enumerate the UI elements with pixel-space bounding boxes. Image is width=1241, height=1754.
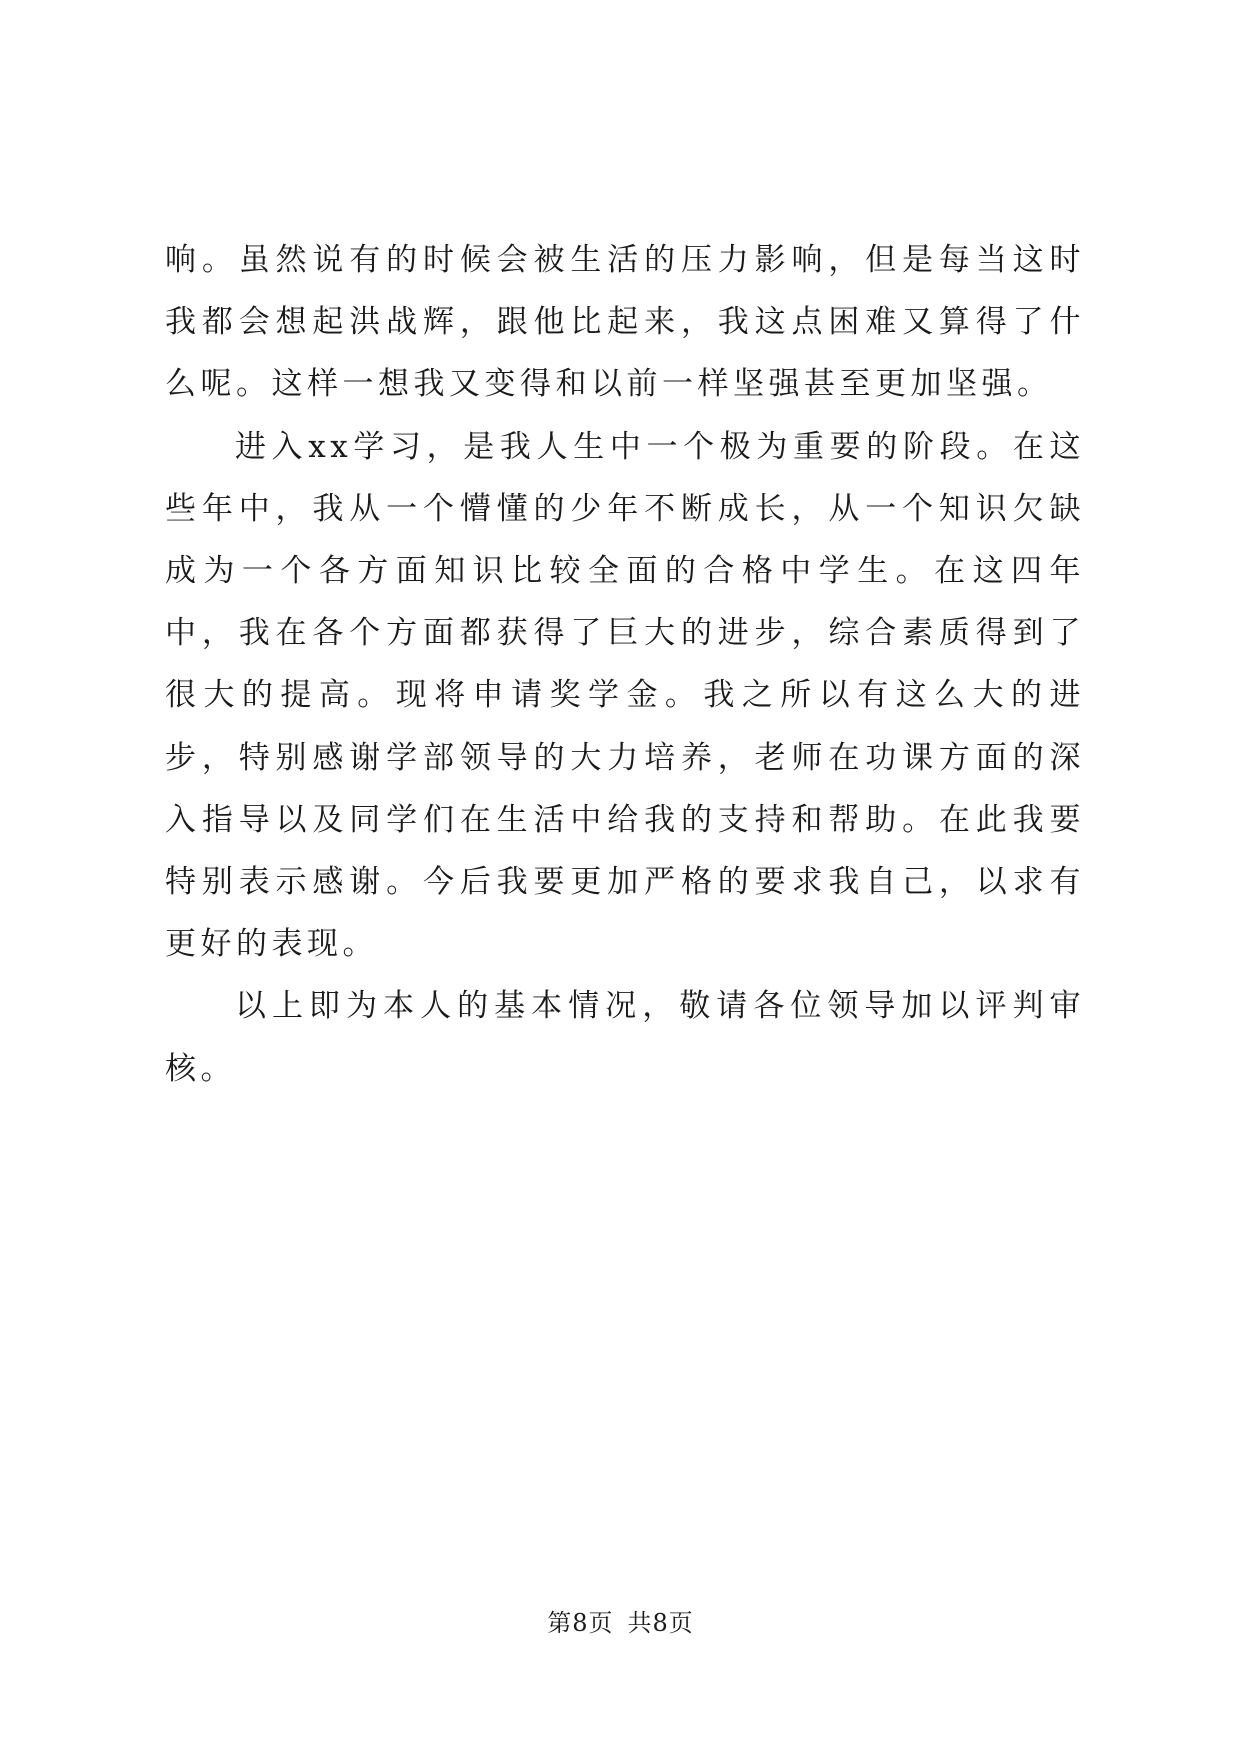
page-footer [0,1608,1241,1638]
paragraph-3: 以上即为本人的基本情况，敬请各位领导加以评判审核。 [165,988,1085,1087]
page-number-total: 共8页 [627,1609,694,1637]
paragraph-2: 进入xx学习，是我人生中一个极为重要的阶段。在这些年中，我从一个懵懂的少年不断成长，从一个知识欠缺成为一个各方面知识比较全面的合格中学生。在这四年中，我在各个方面都获得了巨大的进步，综合素质得到了很大的提高。现将申请奖学金。我之所以有这么大的进步，特别感谢学部领导的大力培养，老师在功课方面的深入指导以及同学们在生活中给我的支持和帮助。在此我要特别表示感谢。今后我要更加严格的要求我自己，以求有更好的表现。 [165,428,1085,963]
page-number-current: 第8页 [547,1609,614,1637]
document-body [165,229,1085,1100]
paragraph-1: 响。虽然说有的时候会被生活的压力影响，但是每当这时我都会想起洪战辉，跟他比起来，我这点困难又算得了什么呢。这样一想我又变得和以前一样坚强甚至更加坚强。 [165,242,1085,403]
